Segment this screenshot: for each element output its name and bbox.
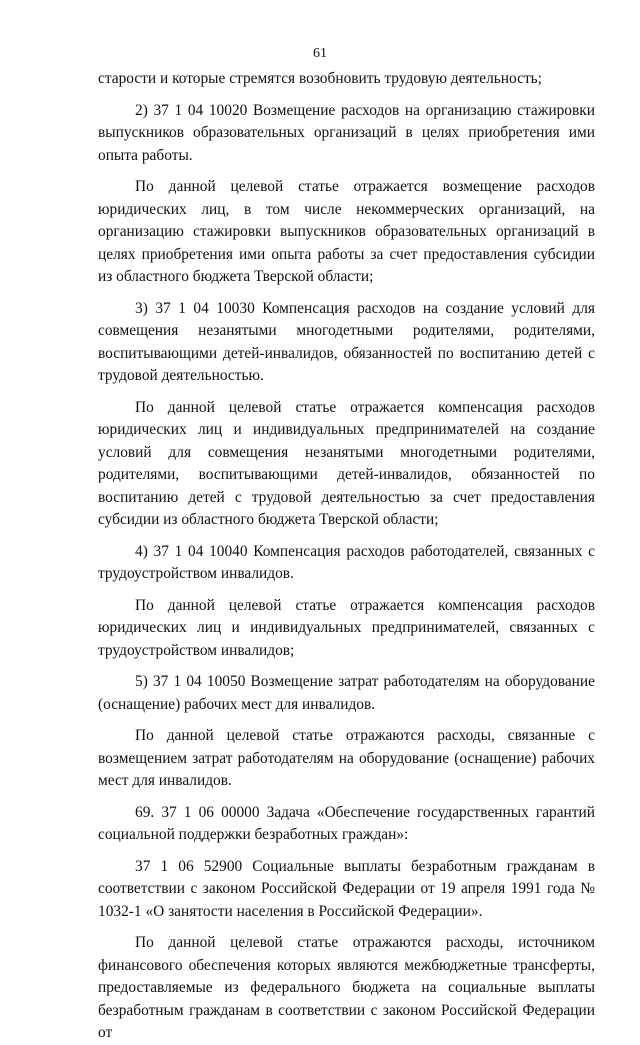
paragraph-item-10040-description: По данной целевой статье отражается компенсация расходов юридических лиц и индивидуальных предпринимателей, связанных с трудоустройством инвалидов; xyxy=(98,596,595,659)
paragraph-item-10030-description: По данной целевой статье отражается компенсация расходов юридических лиц и индивидуальных предпринимателей на создание условий для совмещения незанятыми многодетными родителями, родителями, воспитывающими детей-инвалидов, обязанностей по воспитанию детей с трудовой деятельностью за счет предоставления субсидии из областного бюджета Тверской области; xyxy=(98,398,595,528)
paragraph-item-10040: 4) 37 1 04 10040 Компенсация расходов работодателей, связанных с трудоустройством инвалидов. xyxy=(98,542,595,582)
paragraph-item-10020: 2) 37 1 04 10020 Возмещение расходов на организацию стажировки выпускников образовательных организаций в целях приобретения ими опыта работы. xyxy=(98,101,595,164)
paragraph-item-52900: 37 1 06 52900 Социальные выплаты безработным гражданам в соответствии с законом Российской Федерации от 19 апреля 1991 года № 1032-1 «О занятости населения в Российской Федерации». xyxy=(98,857,595,920)
document-body xyxy=(98,68,595,1045)
paragraph-task-69: 69. 37 1 06 00000 Задача «Обеспечение государственных гарантий социальной поддержки безработных граждан»: xyxy=(98,803,595,843)
paragraph-item-10020-description: По данной целевой статье отражается возмещение расходов юридических лиц, в том числе некоммерческих организаций, на организацию стажировки выпускников образовательных организаций в целях приобретения ими опыта работы за счет предоставления субсидии из областного бюджета Тверской области; xyxy=(98,178,595,285)
paragraph-item-10050: 5) 37 1 04 10050 Возмещение затрат работодателям на оборудование (оснащение) рабочих мест для инвалидов. xyxy=(98,673,595,713)
paragraph-continuation: старости и которые стремятся возобновить трудовую деятельность; xyxy=(98,70,542,87)
paragraph-item-52900-description: По данной целевой статье отражаются расходы, источником финансового обеспечения которых являются межбюджетные трансферты, предоставляемые из федерального бюджета на социальные выплаты безработным гражданам в соответствии с законом Российской Федерации от xyxy=(98,934,595,1041)
page-number: 61 xyxy=(313,46,327,61)
paragraph-item-10050-description: По данной целевой статье отражаются расходы, связанные с возмещением затрат работодателям на оборудование (оснащение) рабочих мест для инвалидов. xyxy=(98,727,595,789)
paragraph-item-10030: 3) 37 1 04 10030 Компенсация расходов на создание условий для совмещения незанятыми многодетными родителями, родителями, воспитывающими детей-инвалидов, обязанностей по воспитанию детей с трудовой деятельностью. xyxy=(98,299,595,384)
